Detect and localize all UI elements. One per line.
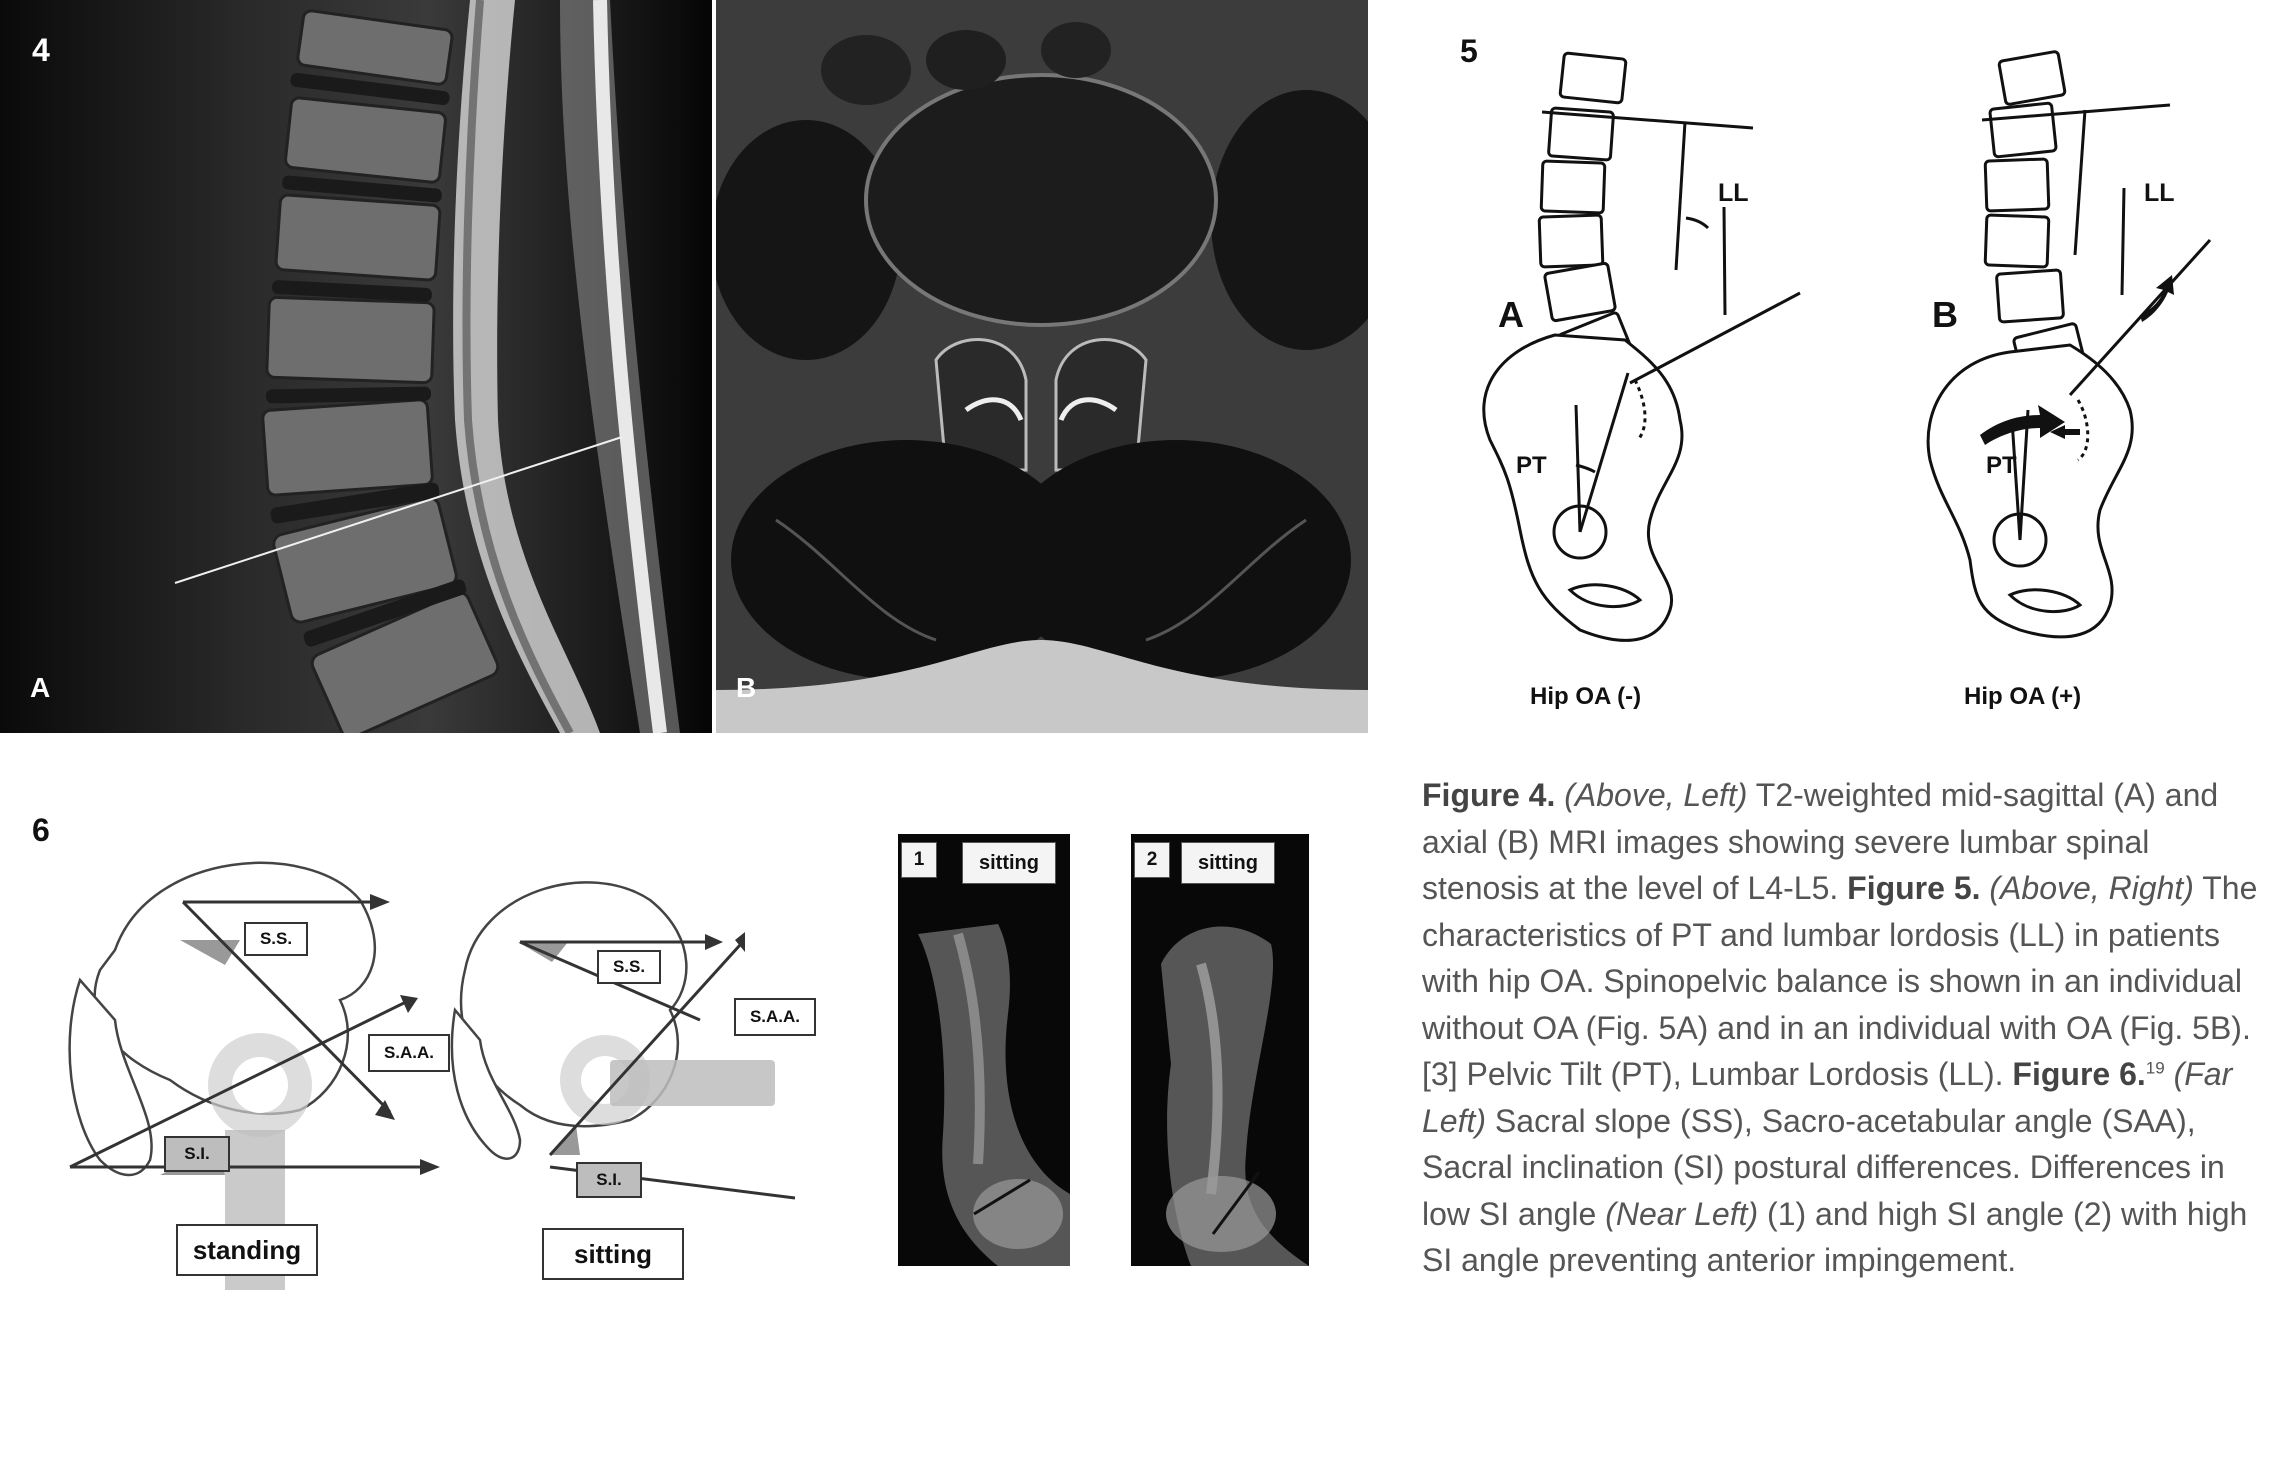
sitting-si-label: S.I. (576, 1162, 642, 1198)
mri-panel-b-label: B (736, 672, 757, 703)
fig6-caption-location-2: (Near Left) (1605, 1195, 1759, 1232)
fig5-caption-text: The characteristics of PT and lumbar lordosis (LL) in patients with hip OA. Spinopelvic balance is shown in an individual without OA (Fig. 5A) and in an individual with OA (Fig. 5B). [3] Pelvic Tilt (PT), Lumbar Lordosis (LL). (1422, 870, 2258, 1092)
fig5a-caption: Hip OA (-) (1530, 683, 1642, 710)
figure-6-number: 6 (32, 812, 50, 848)
fig4-caption-location: (Above, Left) (1564, 777, 1748, 813)
standing-si-label: S.I. (164, 1136, 230, 1172)
fig5a-pt-label: PT (1516, 452, 1547, 479)
fig5b-letter: B (1932, 294, 1958, 335)
fig6-caption-reference: 19 (2145, 1058, 2165, 1078)
standing-label: standing (176, 1224, 318, 1276)
mri-sagittal-drawing (0, 0, 712, 733)
standing-ss-label: S.S. (244, 922, 308, 956)
fig4-caption-title: Figure 4. (1422, 777, 1556, 813)
figure-4-number: 4 (32, 32, 50, 68)
xray-1-drawing (898, 834, 1070, 1266)
fig5b-pt-label: PT (1986, 452, 2017, 479)
fig5-caption-title: Figure 5. (1847, 870, 1981, 906)
xray-2-tag: sitting (1181, 842, 1275, 884)
figure-5a-diagram (1460, 40, 1840, 660)
fig5b-caption: Hip OA (+) (1964, 683, 2082, 710)
mri-sagittal-image (0, 0, 712, 733)
mri-axial-drawing (716, 0, 1368, 733)
standing-saa-label: S.A.A. (368, 1034, 450, 1072)
sitting-saa-label: S.A.A. (734, 998, 816, 1036)
fig6-caption-text-2: (1) and high SI angle (2) with high SI angle preventing anterior impingement. (1422, 1195, 2248, 1278)
xray-2-drawing (1131, 834, 1309, 1266)
figure-5-number: 5 (1460, 33, 1478, 69)
mri-axial-image (716, 0, 1368, 733)
fig6-caption-title: Figure 6. (2012, 1056, 2146, 1092)
fig5a-letter: A (1498, 294, 1524, 335)
figure-caption (1422, 772, 2262, 1284)
sitting-ss-label: S.S. (597, 950, 661, 984)
xray-2-image (1131, 834, 1309, 1266)
fig6-caption-text: Sacral slope (SS), Sacro-acetabular angle (SAA), Sacral inclination (SI) postural differences. Differences in low SI angle (1422, 1102, 2225, 1232)
fig5a-ll-label: LL (1718, 179, 1749, 207)
fig6-caption-location: (Far Left) (1422, 1056, 2233, 1139)
fig5-caption-location: (Above, Right) (1989, 870, 2194, 906)
mri-panel-a-label: A (30, 672, 51, 703)
xray-1-image (898, 834, 1070, 1266)
fig5b-ll-label: LL (2144, 179, 2175, 207)
figure-5b-diagram (1900, 40, 2240, 660)
fig4-caption-text: T2-weighted mid-sagittal (A) and axial (B) MRI images showing severe lumbar spinal stenosis at the level of L4-L5. (1422, 777, 2219, 906)
xray-2-number: 2 (1134, 842, 1170, 878)
sitting-label: sitting (542, 1228, 684, 1280)
xray-1-number: 1 (901, 842, 937, 878)
xray-1-tag: sitting (962, 842, 1056, 884)
